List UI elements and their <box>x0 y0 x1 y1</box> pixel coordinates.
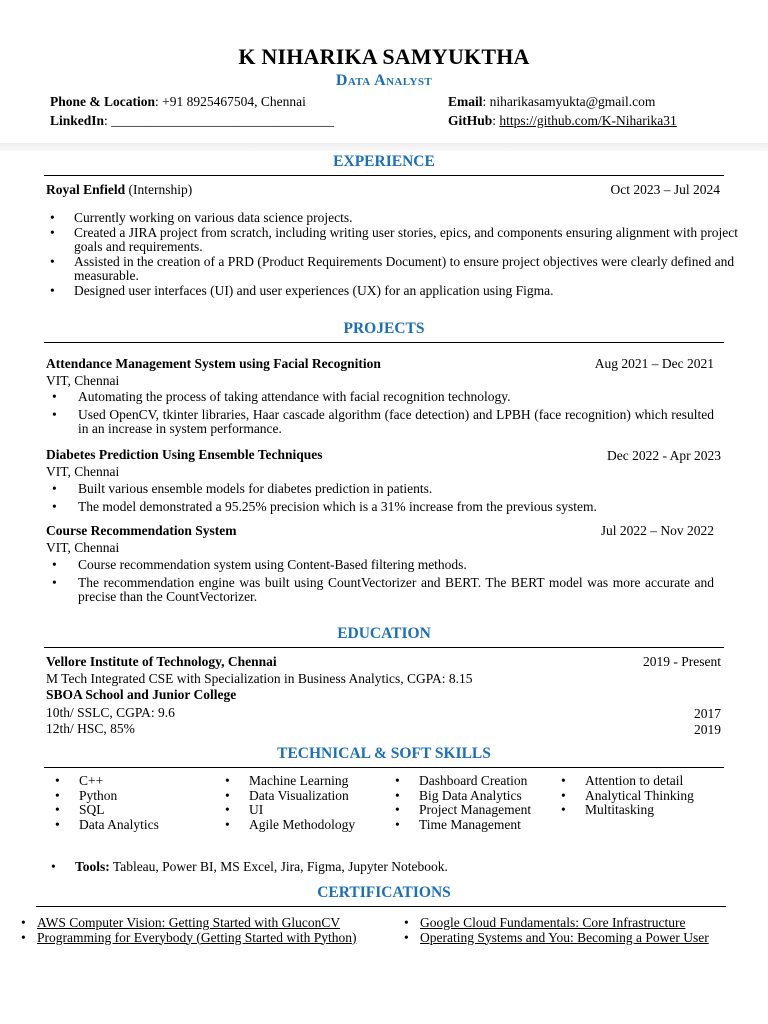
list-item: • Data Analytics <box>53 818 159 833</box>
phone-value: : +91 8925467504, Chennai <box>155 94 306 109</box>
github-separator: : <box>492 113 500 128</box>
email-label: Email <box>448 94 483 109</box>
job-title: Data Analyst <box>335 72 433 89</box>
email-value[interactable]: : niharikasamyukta@gmail.com <box>482 94 656 109</box>
certification-link[interactable]: Programming for Everybody (Getting Started with Python) <box>37 929 357 945</box>
list-item <box>402 916 709 931</box>
list-item: • Course recommendation system using Content-Based filtering methods. <box>46 558 714 573</box>
list-item: • Dashboard Creation <box>393 774 531 789</box>
college-name: Vellore Institute of Technology, Chennai <box>46 654 277 669</box>
project-dates: Dec 2022 - Apr 2023 <box>607 448 721 463</box>
project-bullets <box>46 390 714 440</box>
project-title: Diabetes Prediction Using Ensemble Techniques <box>46 447 323 462</box>
experience-heading: EXPERIENCE <box>333 153 435 170</box>
experience-dates: Oct 2023 – Jul 2024 <box>610 182 720 197</box>
tools-line <box>49 860 448 875</box>
tenth-year: 2017 <box>694 706 721 721</box>
degree: M Tech Integrated CSE with Specialization in Business Analytics, CGPA: 8.15 <box>46 671 473 686</box>
phone-location <box>50 94 306 110</box>
list-item: • Time Management <box>393 818 531 833</box>
project-place: VIT, Chennai <box>46 373 120 388</box>
tools-value: Tableau, Power BI, MS Excel, Jira, Figma, Jupyter Notebook. <box>109 859 448 874</box>
certification-link[interactable]: Google Cloud Fundamentals: Core Infrastructure <box>420 915 686 930</box>
list-item <box>402 931 709 946</box>
linkedin-value[interactable]: : _________________________________ <box>104 113 334 128</box>
project-bullets <box>46 558 714 608</box>
header-divider <box>0 143 768 151</box>
candidate-name: K NIHARIKA SAMYUKTHA <box>238 44 530 69</box>
project-title: Course Recommendation System <box>46 523 237 538</box>
skills-column <box>53 774 159 832</box>
list-item: • Currently working on various data science projects. <box>46 211 764 226</box>
employment-type: (Internship) <box>125 182 193 197</box>
certification-link[interactable]: Operating Systems and You: Becoming a Power User <box>420 929 709 945</box>
skills-column <box>393 774 531 832</box>
list-item: • Automating the process of taking attendance with facial recognition technology. <box>46 390 714 405</box>
github <box>448 113 677 129</box>
school-name: SBOA School and Junior College <box>46 687 237 702</box>
list-item: • Created a JIRA project from scratch, including writing user stories, epics, and components ensuring alignment with project goals and requirements. <box>46 226 764 255</box>
twelfth-grade: 12th/ HSC, 85% <box>46 721 135 736</box>
list-item: • Analytical Thinking <box>559 789 694 804</box>
linkedin <box>50 113 334 129</box>
certifications-heading: CERTIFICATIONS <box>317 884 451 901</box>
skills-heading: TECHNICAL & SOFT SKILLS <box>277 745 491 762</box>
project-dates: Aug 2021 – Dec 2021 <box>594 356 714 371</box>
list-item: • Multitasking <box>559 803 694 818</box>
certification-link[interactable]: AWS Computer Vision: Getting Started with GluconCV <box>37 915 341 930</box>
list-item: • The recommendation engine was built using CountVectorizer and BERT. The BERT model was more accurate and precise than the CountVectorizer. <box>46 576 714 605</box>
list-item <box>19 931 356 946</box>
list-item: • Attention to detail <box>559 774 694 789</box>
list-item: • UI <box>223 803 355 818</box>
github-link[interactable]: https://github.com/K-Niharika31 <box>499 113 677 128</box>
certifications-left <box>19 916 356 945</box>
list-item <box>19 916 356 931</box>
tenth-grade: 10th/ SSLC, CGPA: 9.6 <box>46 705 175 720</box>
list-item: • Machine Learning <box>223 774 355 789</box>
project-dates: Jul 2022 – Nov 2022 <box>600 523 714 538</box>
list-item: • Designed user interfaces (UI) and user experiences (UX) for an application using Figma. <box>46 284 764 299</box>
experience-company <box>46 182 192 198</box>
list-item: • Agile Methodology <box>223 818 355 833</box>
list-item: • Big Data Analytics <box>393 789 531 804</box>
experience-bullets <box>46 211 764 299</box>
tools-label: Tools: <box>75 859 110 874</box>
skills-rule <box>44 767 724 768</box>
list-item: • The model demonstrated a 95.25% precision which is a 31% increase from the previous system. <box>46 500 714 515</box>
list-item: • Assisted in the creation of a PRD (Product Requirements Document) to ensure project objectives were clearly defined and measurable. <box>46 255 764 284</box>
project-place: VIT, Chennai <box>46 464 120 479</box>
phone-label: Phone & Location <box>50 94 156 109</box>
linkedin-label: LinkedIn <box>50 113 105 128</box>
certifications-rule <box>36 906 726 907</box>
list-item: • Project Management <box>393 803 531 818</box>
list-item <box>49 860 448 875</box>
project-place: VIT, Chennai <box>46 540 120 555</box>
project-bullets <box>46 482 714 517</box>
skills-column <box>223 774 355 832</box>
list-item: • Built various ensemble models for diabetes prediction in patients. <box>46 482 714 497</box>
list-item: • SQL <box>53 803 159 818</box>
list-item: • Used OpenCV, tkinter libraries, Haar cascade algorithm (face detection) and LPBH (face recognition) which resulted in an increase in system performance. <box>46 408 714 437</box>
list-item: • C++ <box>53 774 159 789</box>
projects-heading: PROJECTS <box>343 320 425 337</box>
skills-column <box>559 774 694 818</box>
project-title: Attendance Management System using Facial Recognition <box>46 356 381 371</box>
experience-rule <box>44 175 724 176</box>
education-heading: EDUCATION <box>337 625 431 642</box>
twelfth-year: 2019 <box>694 722 721 737</box>
certifications-right <box>402 916 709 945</box>
college-dates: 2019 - Present <box>643 654 721 669</box>
education-rule <box>44 647 724 648</box>
list-item: • Data Visualization <box>223 789 355 804</box>
list-item: • Python <box>53 789 159 804</box>
email <box>448 94 655 110</box>
projects-rule <box>44 342 724 343</box>
company-name: Royal Enfield <box>46 182 126 197</box>
github-label: GitHub <box>448 113 493 128</box>
